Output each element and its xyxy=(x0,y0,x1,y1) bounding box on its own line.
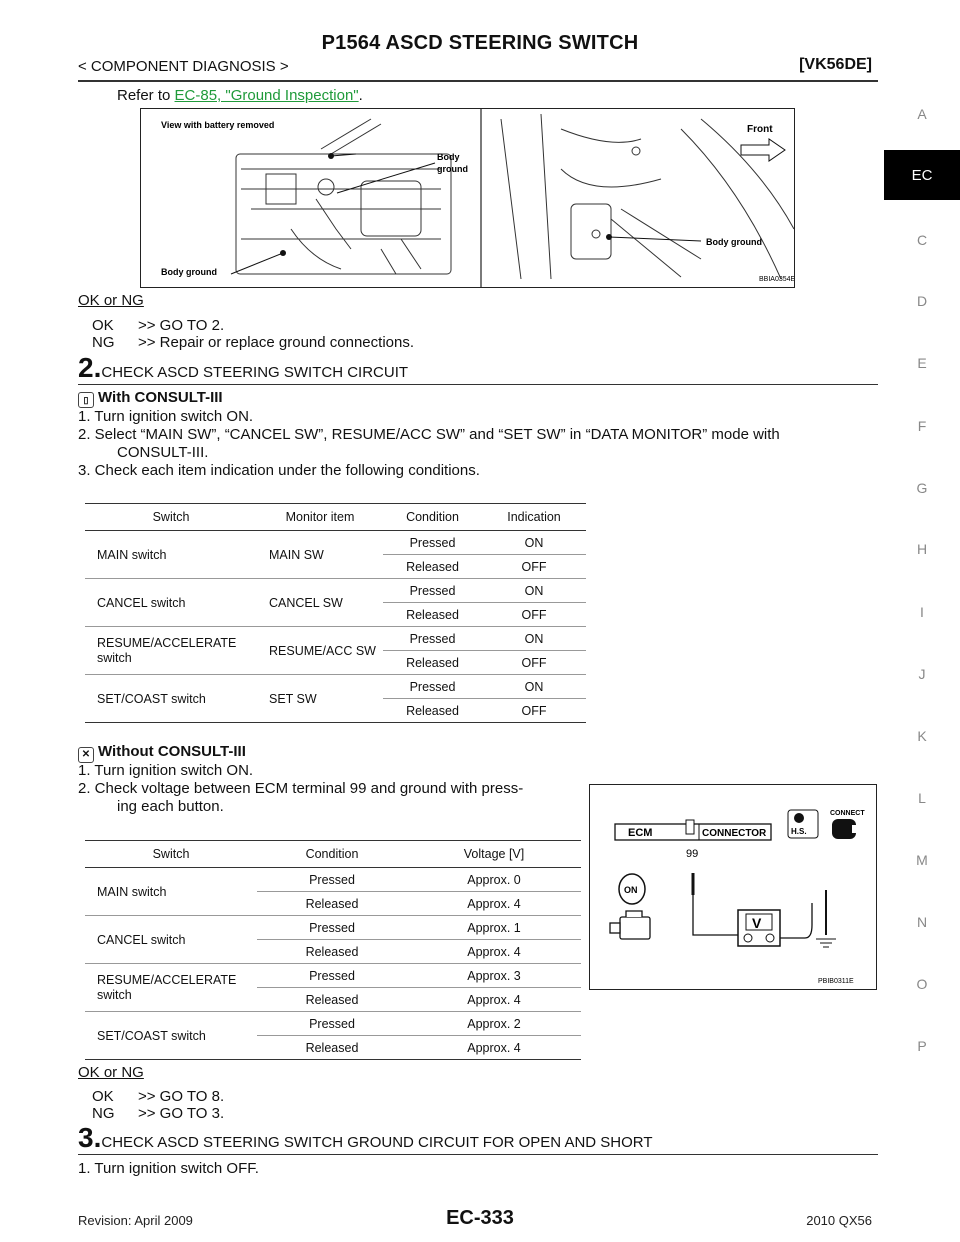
table1-indication-cell: OFF xyxy=(482,603,586,627)
header-rule xyxy=(78,80,878,82)
table1-condition-cell: Pressed xyxy=(383,627,482,651)
ground-symbol-icon xyxy=(816,939,836,947)
data-monitor-table xyxy=(85,503,586,723)
table1-condition-cell: Pressed xyxy=(383,579,482,603)
table-row xyxy=(85,868,581,892)
revision-label: Revision: April 2009 xyxy=(78,1213,193,1228)
ng-action-1: >> Repair or replace ground connections. xyxy=(138,334,415,351)
table1-condition-cell: Released xyxy=(383,699,482,723)
figure2-id: PBIB0311E xyxy=(818,978,854,985)
table1-header-indication: Indication xyxy=(482,504,586,531)
table2-voltage-cell: Approx. 0 xyxy=(407,868,581,892)
table2-condition-cell: Pressed xyxy=(257,916,407,940)
table1-indication-cell: ON xyxy=(482,531,586,555)
side-letter-f[interactable]: F xyxy=(917,418,927,434)
ok-label-2: OK xyxy=(92,1088,114,1105)
table2-voltage-cell: Approx. 4 xyxy=(407,988,581,1012)
with-step-2-cont: CONSULT-III. xyxy=(117,444,209,461)
without-consult-heading xyxy=(78,742,246,763)
side-letter-a[interactable]: A xyxy=(917,106,927,122)
table1-indication-cell: ON xyxy=(482,627,586,651)
table2-switch-cell xyxy=(85,964,257,1012)
ecm-label: ECM xyxy=(628,827,653,839)
table2-condition-cell: Pressed xyxy=(257,1012,407,1036)
table2-switch-cell: SET/COAST switch xyxy=(85,1012,257,1060)
ok-label-1: OK xyxy=(92,317,114,334)
table2-header-row xyxy=(85,841,581,868)
table2-switch-line1: RESUME/ACCELERATE xyxy=(97,972,237,987)
table1-monitor-cell: SET SW xyxy=(257,675,383,723)
no-consult-icon: ✕ xyxy=(78,747,94,763)
on-label: ON xyxy=(624,885,638,895)
ok-ng-heading-2: OK or NG xyxy=(78,1064,144,1081)
table1-header-condition: Condition xyxy=(383,504,482,531)
table1-header-switch: Switch xyxy=(85,504,257,531)
table1-condition-cell: Pressed xyxy=(383,675,482,699)
table1-switch-cell: CANCEL switch xyxy=(85,579,257,627)
voltage-table xyxy=(85,840,581,1060)
page-number: EC-333 xyxy=(446,1207,514,1229)
table2-voltage-cell: Approx. 4 xyxy=(407,892,581,916)
meter-label: V xyxy=(752,915,762,931)
step-3-heading xyxy=(78,1122,653,1154)
table1-switch-cell: SET/COAST switch xyxy=(85,675,257,723)
table2-condition-cell: Released xyxy=(257,940,407,964)
side-letter-m[interactable]: M xyxy=(916,852,928,868)
table2-condition-cell: Released xyxy=(257,988,407,1012)
table2-condition-cell: Pressed xyxy=(257,868,407,892)
table1-condition-cell: Released xyxy=(383,651,482,675)
table1-header-monitor: Monitor item xyxy=(257,504,383,531)
side-letter-n[interactable]: N xyxy=(916,914,928,930)
table1-condition-cell: Released xyxy=(383,555,482,579)
side-letter-p[interactable]: P xyxy=(917,1038,927,1054)
table2-condition-cell: Released xyxy=(257,1036,407,1060)
table1-switch-line2: switch xyxy=(97,650,132,665)
step-3-rule xyxy=(78,1154,878,1155)
table1-indication-cell: ON xyxy=(482,579,586,603)
with-step-1: 1. Turn ignition switch ON. xyxy=(78,408,254,425)
table2-condition-cell: Released xyxy=(257,892,407,916)
with-step-2: 2. Select “MAIN SW”, “CANCEL SW”, RESUME/ACC SW” and “SET SW” in “DATA MONITOR” mode with xyxy=(78,426,780,443)
without-consult-label: Without CONSULT-III xyxy=(98,743,246,760)
engine-model: [VK56DE] xyxy=(799,56,872,73)
table2-switch-line2: switch xyxy=(97,987,132,1002)
table-row xyxy=(85,916,581,940)
table1-switch-line1: RESUME/ACCELERATE xyxy=(97,635,237,650)
side-letter-j[interactable]: J xyxy=(918,666,926,682)
table2-switch-cell: MAIN switch xyxy=(85,868,257,916)
table-row xyxy=(85,1012,581,1036)
vehicle-label: 2010 QX56 xyxy=(806,1213,872,1228)
harness-side-icon xyxy=(788,810,818,838)
label-body-ground-c: Body ground xyxy=(706,237,762,247)
table1-indication-cell: OFF xyxy=(482,651,586,675)
ng-label-2: NG xyxy=(92,1105,115,1122)
without-step-2-cont: ing each button. xyxy=(117,798,224,815)
table-row xyxy=(85,579,586,603)
table2-voltage-cell: Approx. 4 xyxy=(407,1036,581,1060)
ground-location-figure xyxy=(140,108,795,288)
voltmeter-icon xyxy=(738,910,780,946)
ok-ng-heading-1: OK or NG xyxy=(78,292,144,309)
table-row xyxy=(85,675,586,699)
label-view-battery: View with battery removed xyxy=(161,120,275,130)
with-step-3: 3. Check each item indication under the following conditions. xyxy=(78,462,480,479)
step-2-heading xyxy=(78,352,408,384)
step-2-rule xyxy=(78,384,878,385)
table1-indication-cell: OFF xyxy=(482,555,586,579)
side-letter-c[interactable]: C xyxy=(916,232,928,248)
ground-location-drawing xyxy=(141,109,794,287)
side-letter-h[interactable]: H xyxy=(916,541,928,557)
side-letter-e[interactable]: E xyxy=(917,355,927,371)
table2-switch-cell: CANCEL switch xyxy=(85,916,257,964)
table1-monitor-cell: CANCEL SW xyxy=(257,579,383,627)
table1-switch-cell: MAIN switch xyxy=(85,531,257,579)
table-row xyxy=(85,964,581,988)
ignition-on-icon xyxy=(619,874,645,904)
front-arrow-icon xyxy=(741,139,785,161)
table1-condition-cell: Pressed xyxy=(383,531,482,555)
step-2-number: 2. xyxy=(78,352,102,383)
ng-label-1: NG xyxy=(92,334,115,351)
ok-action-2: >> GO TO 8. xyxy=(138,1088,225,1105)
table2-header-condition: Condition xyxy=(257,841,407,868)
with-consult-heading xyxy=(78,388,223,408)
without-step-1: 1. Turn ignition switch ON. xyxy=(78,762,254,779)
table-row xyxy=(85,531,586,555)
side-letter-k[interactable]: K xyxy=(917,728,927,744)
table2-header-switch: Switch xyxy=(85,841,257,868)
table2-voltage-cell: Approx. 2 xyxy=(407,1012,581,1036)
engine-icon xyxy=(610,911,650,939)
step-3-item-1: 1. Turn ignition switch OFF. xyxy=(78,1160,259,1177)
table1-indication-cell: ON xyxy=(482,675,586,699)
page-title: P1564 ASCD STEERING SWITCH xyxy=(321,32,639,54)
table2-condition-cell: Pressed xyxy=(257,964,407,988)
table1-monitor-cell: MAIN SW xyxy=(257,531,383,579)
connect-label: CONNECT xyxy=(830,810,865,817)
consult-icon: ▯ xyxy=(78,392,94,408)
side-letter-o[interactable]: O xyxy=(916,976,928,992)
connector-label: CONNECTOR xyxy=(702,828,767,839)
label-front: Front xyxy=(747,124,773,135)
connect-icon xyxy=(832,819,858,839)
side-letter-l[interactable]: L xyxy=(918,790,926,806)
section-label: < COMPONENT DIAGNOSIS > xyxy=(78,58,289,75)
table2-header-voltage: Voltage [V] xyxy=(407,841,581,868)
table1-switch-cell xyxy=(85,627,257,675)
figure1-id: BBIA0354E xyxy=(759,276,794,283)
with-consult-label: With CONSULT-III xyxy=(98,389,223,406)
step-3-title: CHECK ASCD STEERING SWITCH GROUND CIRCUIT FOR OPEN AND SHORT xyxy=(101,1134,653,1151)
table2-voltage-cell: Approx. 1 xyxy=(407,916,581,940)
ecm-voltage-figure xyxy=(589,784,877,990)
table1-header-row xyxy=(85,504,586,531)
label-body-ground-a2: ground xyxy=(437,164,468,174)
refer-prefix: Refer to xyxy=(117,87,175,104)
table1-indication-cell: OFF xyxy=(482,699,586,723)
ok-action-1: >> GO TO 2. xyxy=(138,317,225,334)
step-2-title: CHECK ASCD STEERING SWITCH CIRCUIT xyxy=(101,364,409,381)
side-letter-d[interactable]: D xyxy=(916,293,928,309)
table1-condition-cell: Released xyxy=(383,603,482,627)
table1-monitor-cell: RESUME/ACC SW xyxy=(257,627,383,675)
ground-inspection-link[interactable]: EC-85, "Ground Inspection" xyxy=(174,87,359,104)
label-body-ground-b: Body ground xyxy=(161,267,217,277)
refer-line xyxy=(117,86,363,105)
without-step-2: 2. Check voltage between ECM terminal 99 and ground with press- xyxy=(78,780,524,797)
terminal-label: 99 xyxy=(686,848,699,860)
ecm-voltage-drawing xyxy=(590,785,876,989)
side-letter-g[interactable]: G xyxy=(916,480,928,496)
table-row xyxy=(85,627,586,651)
table2-voltage-cell: Approx. 4 xyxy=(407,940,581,964)
label-body-ground-a: Body xyxy=(437,152,460,162)
side-tab-ec[interactable]: EC xyxy=(884,150,960,200)
step-3-number: 3. xyxy=(78,1122,102,1153)
hs-label: H.S. xyxy=(791,827,807,836)
refer-suffix: . xyxy=(358,87,363,104)
ng-action-2: >> GO TO 3. xyxy=(138,1105,225,1122)
side-letter-i[interactable]: I xyxy=(920,604,924,620)
table2-voltage-cell: Approx. 3 xyxy=(407,964,581,988)
